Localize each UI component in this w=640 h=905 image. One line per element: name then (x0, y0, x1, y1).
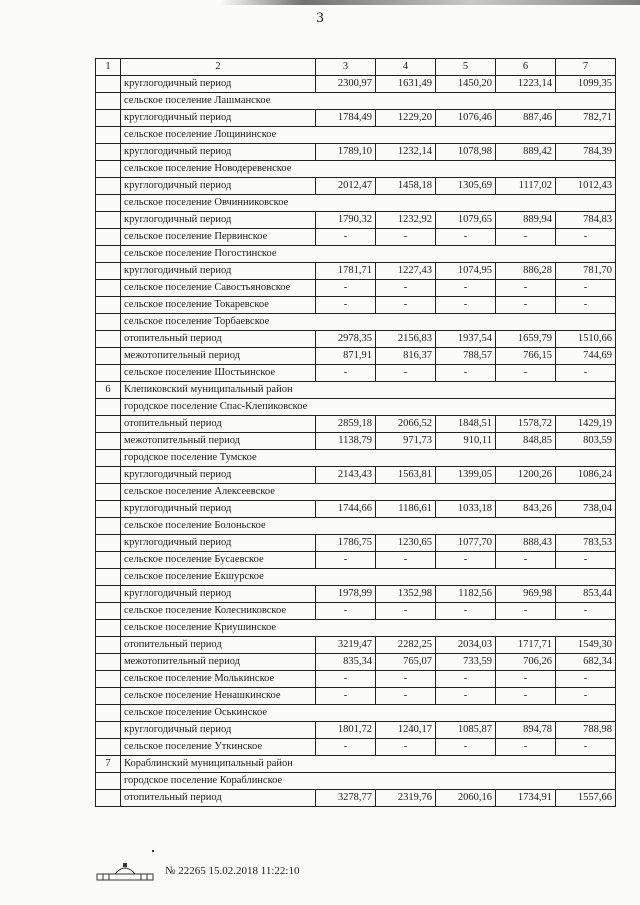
section-row (96, 620, 616, 637)
value-cell: 2282,25 (376, 637, 436, 654)
value-cell: - (436, 297, 496, 314)
value-cell: 1937,54 (436, 331, 496, 348)
section-row (96, 518, 616, 535)
value-cell: 2143,43 (316, 467, 376, 484)
row-label: сельское поселение Новодеревенское (121, 161, 616, 178)
col-header: 1 (96, 59, 121, 76)
row-index (96, 263, 121, 280)
section-row (96, 756, 616, 773)
table-row (96, 348, 616, 365)
value-cell: 1510,66 (556, 331, 616, 348)
row-label: круглогодичный период (121, 501, 316, 518)
row-index (96, 722, 121, 739)
section-row (96, 484, 616, 501)
section-row (96, 382, 616, 399)
row-index (96, 195, 121, 212)
value-cell: 3278,77 (316, 790, 376, 807)
value-cell: - (556, 688, 616, 705)
value-cell: 788,57 (436, 348, 496, 365)
row-index (96, 654, 121, 671)
value-cell: 910,11 (436, 433, 496, 450)
row-index (96, 246, 121, 263)
document-stamp: № 22265 15.02.2018 11:22:10 (165, 865, 300, 877)
value-cell: - (376, 552, 436, 569)
col-header: 6 (496, 59, 556, 76)
value-cell: 1744,66 (316, 501, 376, 518)
row-label: Кораблинский муниципальный район (121, 756, 616, 773)
table-row (96, 535, 616, 552)
section-row (96, 195, 616, 212)
table-row (96, 467, 616, 484)
value-cell: 765,07 (376, 654, 436, 671)
value-cell: - (556, 603, 616, 620)
value-cell: 1450,20 (436, 76, 496, 93)
table-row (96, 552, 616, 569)
table-row (96, 297, 616, 314)
value-cell: 1429,19 (556, 416, 616, 433)
row-index (96, 127, 121, 144)
row-label: круглогодичный период (121, 263, 316, 280)
value-cell: 738,04 (556, 501, 616, 518)
row-label: круглогодичный период (121, 144, 316, 161)
row-label: сельское поселение Екшурское (121, 569, 616, 586)
value-cell: 781,70 (556, 263, 616, 280)
row-index (96, 501, 121, 518)
value-cell: 1240,17 (376, 722, 436, 739)
row-index (96, 365, 121, 382)
value-cell: - (556, 552, 616, 569)
table-row (96, 671, 616, 688)
table-row (96, 212, 616, 229)
value-cell: - (556, 365, 616, 382)
value-cell: - (436, 688, 496, 705)
value-cell: - (496, 297, 556, 314)
row-label: сельское поселение Погостинское (121, 246, 616, 263)
row-index (96, 790, 121, 807)
value-cell: 2978,35 (316, 331, 376, 348)
value-cell: 766,15 (496, 348, 556, 365)
table-row (96, 263, 616, 280)
value-cell: 871,91 (316, 348, 376, 365)
table-row (96, 688, 616, 705)
value-cell: 853,44 (556, 586, 616, 603)
row-index (96, 433, 121, 450)
row-index (96, 93, 121, 110)
value-cell: 1781,71 (316, 263, 376, 280)
row-label: сельское поселение Молькинское (121, 671, 316, 688)
value-cell: 784,39 (556, 144, 616, 161)
col-header: 4 (376, 59, 436, 76)
row-index (96, 450, 121, 467)
row-label: сельское поселение Первинское (121, 229, 316, 246)
table-row (96, 76, 616, 93)
organization-logo (95, 860, 155, 882)
row-index (96, 399, 121, 416)
value-cell: 1557,66 (556, 790, 616, 807)
value-cell: 1734,91 (496, 790, 556, 807)
row-label: городское поселение Тумское (121, 450, 616, 467)
row-label: круглогодичный период (121, 535, 316, 552)
table-row (96, 433, 616, 450)
value-cell: 682,34 (556, 654, 616, 671)
value-cell: - (436, 552, 496, 569)
value-cell: 1232,92 (376, 212, 436, 229)
row-label: круглогодичный период (121, 722, 316, 739)
value-cell: - (376, 688, 436, 705)
value-cell: - (316, 552, 376, 569)
value-cell: 1978,99 (316, 586, 376, 603)
row-label: сельское поселение Шостьинское (121, 365, 316, 382)
row-label: отопительный период (121, 416, 316, 433)
row-label: круглогодичный период (121, 76, 316, 93)
value-cell: 1659,79 (496, 331, 556, 348)
row-label: круглогодичный период (121, 586, 316, 603)
row-index (96, 314, 121, 331)
value-cell: 1099,35 (556, 76, 616, 93)
row-index (96, 484, 121, 501)
table-row (96, 178, 616, 195)
value-cell: 2300,97 (316, 76, 376, 93)
value-cell: 2012,47 (316, 178, 376, 195)
value-cell: - (436, 365, 496, 382)
value-cell: 1232,14 (376, 144, 436, 161)
row-label: сельское поселение Лощининское (121, 127, 616, 144)
section-row (96, 161, 616, 178)
value-cell: - (376, 297, 436, 314)
table-header-row (96, 59, 616, 76)
row-index (96, 178, 121, 195)
row-label: сельское поселение Криушинское (121, 620, 616, 637)
row-index (96, 688, 121, 705)
row-label: отопительный период (121, 637, 316, 654)
row-index (96, 637, 121, 654)
value-cell: 1229,20 (376, 110, 436, 127)
value-cell: 1717,71 (496, 637, 556, 654)
value-cell: 1786,75 (316, 535, 376, 552)
value-cell: - (496, 671, 556, 688)
value-cell: 971,73 (376, 433, 436, 450)
row-label: сельское поселение Ненашкинское (121, 688, 316, 705)
value-cell: - (316, 229, 376, 246)
value-cell: 1085,87 (436, 722, 496, 739)
page-number: 3 (316, 10, 324, 26)
row-label: круглогодичный период (121, 467, 316, 484)
value-cell: - (316, 739, 376, 756)
row-label: сельское поселение Савостьяновское (121, 280, 316, 297)
value-cell: - (556, 280, 616, 297)
value-cell: 835,34 (316, 654, 376, 671)
row-index (96, 671, 121, 688)
value-cell: - (496, 229, 556, 246)
value-cell: 1223,14 (496, 76, 556, 93)
row-index: 6 (96, 382, 121, 399)
value-cell: - (316, 280, 376, 297)
row-index (96, 603, 121, 620)
row-label: межотопительный период (121, 433, 316, 450)
value-cell: - (496, 365, 556, 382)
row-label: городское поселение Спас-Клепиковское (121, 399, 616, 416)
value-cell: - (436, 671, 496, 688)
value-cell: 1784,49 (316, 110, 376, 127)
value-cell: - (376, 365, 436, 382)
value-cell: - (496, 552, 556, 569)
value-cell: - (376, 671, 436, 688)
section-row (96, 93, 616, 110)
col-header: 2 (121, 59, 316, 76)
row-index: 7 (96, 756, 121, 773)
row-index (96, 110, 121, 127)
value-cell: 2859,18 (316, 416, 376, 433)
row-index (96, 212, 121, 229)
value-cell: 1789,10 (316, 144, 376, 161)
value-cell: 2060,16 (436, 790, 496, 807)
row-index (96, 416, 121, 433)
tariff-table (95, 58, 616, 807)
section-row (96, 450, 616, 467)
row-index (96, 552, 121, 569)
value-cell: 1563,81 (376, 467, 436, 484)
row-index (96, 144, 121, 161)
value-cell: 1790,32 (316, 212, 376, 229)
value-cell: 1086,24 (556, 467, 616, 484)
row-label: сельское поселение Бусаевское (121, 552, 316, 569)
row-label: сельское поселение Колесниковское (121, 603, 316, 620)
row-index (96, 348, 121, 365)
row-index (96, 280, 121, 297)
table-row (96, 603, 616, 620)
section-row (96, 705, 616, 722)
row-label: сельское поселение Болоньское (121, 518, 616, 535)
value-cell: - (376, 280, 436, 297)
table-row (96, 144, 616, 161)
section-row (96, 569, 616, 586)
row-label: сельское поселение Оськинское (121, 705, 616, 722)
value-cell: - (496, 603, 556, 620)
value-cell: 2066,52 (376, 416, 436, 433)
value-cell: 2319,76 (376, 790, 436, 807)
row-label: отопительный период (121, 331, 316, 348)
row-label: межотопительный период (121, 654, 316, 671)
row-label: городское поселение Кораблинское (121, 773, 616, 790)
table-row (96, 790, 616, 807)
value-cell: 783,53 (556, 535, 616, 552)
value-cell: 784,83 (556, 212, 616, 229)
value-cell: - (496, 688, 556, 705)
value-cell: 1352,98 (376, 586, 436, 603)
row-label: круглогодичный период (121, 110, 316, 127)
table-row (96, 637, 616, 654)
row-index (96, 161, 121, 178)
value-cell: - (436, 603, 496, 620)
row-index (96, 76, 121, 93)
row-index (96, 518, 121, 535)
value-cell: 1305,69 (436, 178, 496, 195)
value-cell: - (496, 280, 556, 297)
section-row (96, 246, 616, 263)
table-row (96, 739, 616, 756)
row-label: сельское поселение Алексеевское (121, 484, 616, 501)
value-cell: - (316, 297, 376, 314)
row-label: отопительный период (121, 790, 316, 807)
table-row (96, 416, 616, 433)
row-label: сельское поселение Уткинское (121, 739, 316, 756)
value-cell: 1117,02 (496, 178, 556, 195)
section-row (96, 773, 616, 790)
value-cell: - (436, 739, 496, 756)
table-row (96, 365, 616, 382)
value-cell: - (376, 603, 436, 620)
value-cell: 969,98 (496, 586, 556, 603)
value-cell: 1182,56 (436, 586, 496, 603)
row-label: круглогодичный период (121, 212, 316, 229)
row-index (96, 331, 121, 348)
value-cell: 1012,43 (556, 178, 616, 195)
row-index (96, 705, 121, 722)
value-cell: - (496, 739, 556, 756)
value-cell: 706,26 (496, 654, 556, 671)
row-label: сельское поселение Токаревское (121, 297, 316, 314)
table-row (96, 654, 616, 671)
value-cell: 889,42 (496, 144, 556, 161)
value-cell: 803,59 (556, 433, 616, 450)
section-row (96, 314, 616, 331)
col-header: 7 (556, 59, 616, 76)
value-cell: 886,28 (496, 263, 556, 280)
value-cell: 1033,18 (436, 501, 496, 518)
value-cell: 1458,18 (376, 178, 436, 195)
row-index (96, 535, 121, 552)
value-cell: - (556, 229, 616, 246)
row-index (96, 229, 121, 246)
section-row (96, 127, 616, 144)
value-cell: 1078,98 (436, 144, 496, 161)
row-index (96, 297, 121, 314)
row-index (96, 739, 121, 756)
value-cell: 1200,26 (496, 467, 556, 484)
value-cell: 744,69 (556, 348, 616, 365)
table-row (96, 331, 616, 348)
col-header: 5 (436, 59, 496, 76)
value-cell: - (556, 297, 616, 314)
value-cell: 1848,51 (436, 416, 496, 433)
value-cell: - (316, 365, 376, 382)
row-label: Клепиковский муниципальный район (121, 382, 616, 399)
row-index (96, 467, 121, 484)
value-cell: 1227,43 (376, 263, 436, 280)
value-cell: 1079,65 (436, 212, 496, 229)
value-cell: 788,98 (556, 722, 616, 739)
table-row (96, 501, 616, 518)
section-row (96, 399, 616, 416)
value-cell: 1399,05 (436, 467, 496, 484)
value-cell: - (556, 739, 616, 756)
value-cell: 1076,46 (436, 110, 496, 127)
value-cell: 2156,83 (376, 331, 436, 348)
row-label: сельское поселение Лашманское (121, 93, 616, 110)
value-cell: 816,37 (376, 348, 436, 365)
value-cell: - (316, 603, 376, 620)
value-cell: - (316, 688, 376, 705)
table-row (96, 280, 616, 297)
value-cell: 843,26 (496, 501, 556, 518)
value-cell: 1186,61 (376, 501, 436, 518)
footer (95, 860, 299, 882)
table-row (96, 722, 616, 739)
row-label: межотопительный период (121, 348, 316, 365)
row-index (96, 569, 121, 586)
value-cell: 894,78 (496, 722, 556, 739)
value-cell: - (376, 229, 436, 246)
scan-artifact (220, 0, 640, 5)
table-row (96, 229, 616, 246)
row-index (96, 773, 121, 790)
value-cell: - (436, 229, 496, 246)
row-label: сельское поселение Овчинниковское (121, 195, 616, 212)
value-cell: 1077,70 (436, 535, 496, 552)
table-row (96, 586, 616, 603)
value-cell: 1578,72 (496, 416, 556, 433)
value-cell: - (316, 671, 376, 688)
value-cell: 782,71 (556, 110, 616, 127)
value-cell: 848,85 (496, 433, 556, 450)
value-cell: 1801,72 (316, 722, 376, 739)
value-cell: 888,43 (496, 535, 556, 552)
scan-dot (152, 850, 154, 852)
value-cell: - (556, 671, 616, 688)
col-header: 3 (316, 59, 376, 76)
value-cell: 1631,49 (376, 76, 436, 93)
value-cell: 1138,79 (316, 433, 376, 450)
value-cell: 887,46 (496, 110, 556, 127)
value-cell: 889,94 (496, 212, 556, 229)
row-label: круглогодичный период (121, 178, 316, 195)
value-cell: 1230,65 (376, 535, 436, 552)
value-cell: - (436, 280, 496, 297)
value-cell: - (376, 739, 436, 756)
value-cell: 3219,47 (316, 637, 376, 654)
value-cell: 733,59 (436, 654, 496, 671)
value-cell: 2034,03 (436, 637, 496, 654)
value-cell: 1549,30 (556, 637, 616, 654)
row-index (96, 620, 121, 637)
table-row (96, 110, 616, 127)
row-index (96, 586, 121, 603)
value-cell: 1074,95 (436, 263, 496, 280)
row-label: сельское поселение Торбаевское (121, 314, 616, 331)
